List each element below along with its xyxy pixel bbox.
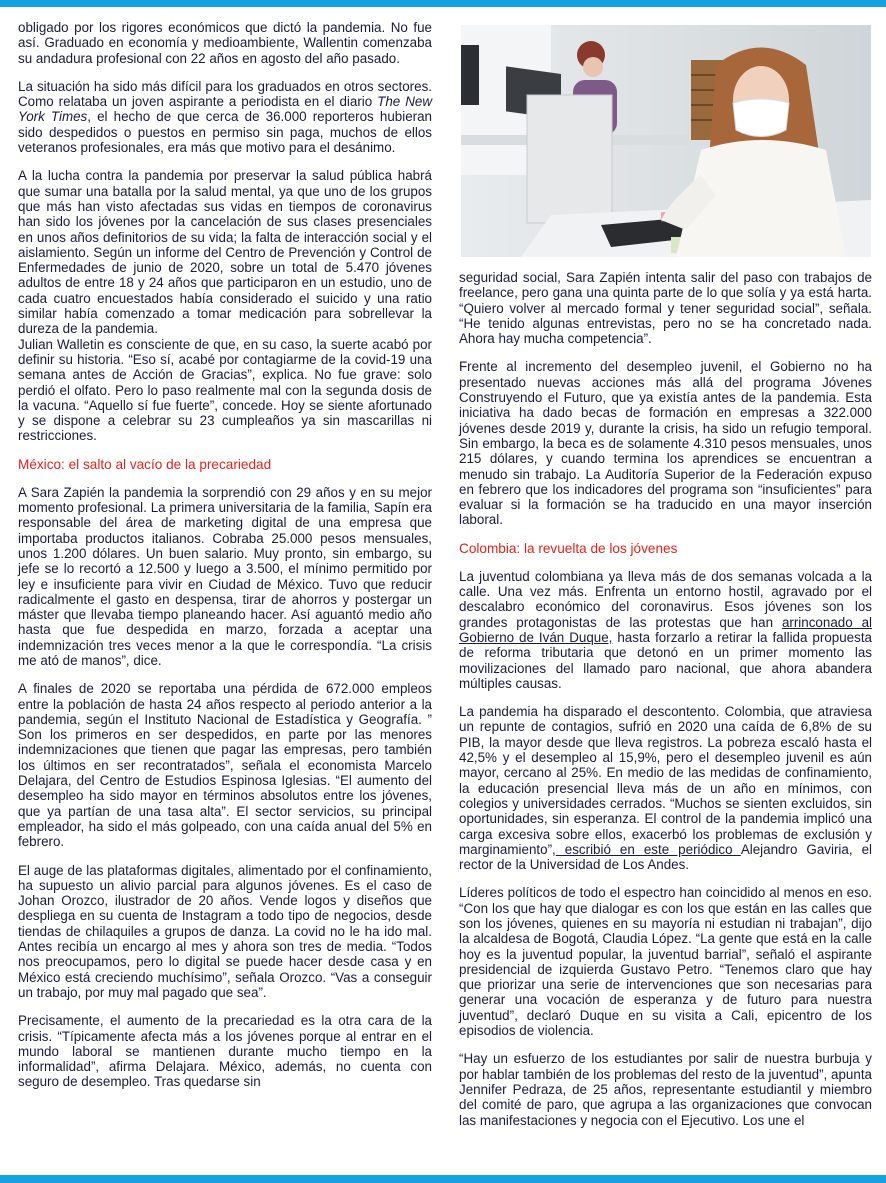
paragraph bbox=[459, 704, 872, 872]
text-run: La situación ha sido más difícil para los graduados en otros sectores. Como relataba un joven aspirante a periodista en el diario bbox=[18, 78, 432, 110]
right-column bbox=[459, 270, 872, 1141]
bottom-accent-bar bbox=[0, 1175, 886, 1183]
paragraph: Líderes políticos de todo el espectro han coincidido al menos en eso. “Con los que hay que dialogar es con los que están en las calles que son los jóvenes, quienes en su mayoría ni estudian ni trabajan”, dijo la alcaldesa de Bogotá, Claudia López. “La gente que está en la calle hoy es la juventud popular, la juventud barrial”, señaló el aspirante presidencial de izquierda Gustavo Petro. “Tenemos claro que hay que priorizar una serie de intervenciones que son necesarias para generar una vocación de esperanza y de futuro para nuestra juventud”, declaró Duque en su visita a Cali, epicentro de los episodios de violencia. bbox=[459, 885, 872, 1039]
article-photo bbox=[461, 25, 871, 257]
text-run: , el hecho de que cerca de 36.000 reporteros hubieran sido despedidos o puestos en permiso sin paga, muchos de ellos veteranos profesionales, era más que motivo para el desánimo. bbox=[18, 109, 432, 156]
top-accent-bar bbox=[0, 0, 886, 7]
text-run: Alejandro Gaviria, el rector de la Universidad de Los Andes. bbox=[459, 841, 872, 873]
paragraph: obligado por los rigores económicos que dictó la pandemia. No fue así. Graduado en economía y medioambiente, Wallentin comenzaba su andadura profesional con 22 años en agosto del año pasado. bbox=[18, 20, 432, 66]
paragraph: Frente al incremento del desempleo juvenil, el Gobierno no ha presentado nuevas acciones más allá del programa Jóvenes Construyendo el Futuro, que ya existía antes de la pandemia. Esta iniciativa ha dado becas de formación en empresas a 322.000 jóvenes desde 2019 y, durante la crisis, ha sido un refugio temporal. Sin embargo, la beca es de solamente 4.310 pesos mensuales, unos 215 dólares, y cuando termina los aprendices se encuentran a menudo sin trabajo. La Auditoría Superior de la Federación expuso en febrero que los indicadores del programa son “insuficientes” para evaluar si la formación se ha traducido en una mayor inserción laboral. bbox=[459, 359, 872, 528]
office-workers-image bbox=[461, 25, 871, 257]
paragraph bbox=[18, 79, 432, 155]
paragraph: El auge de las plataformas digitales, alimentado por el confinamiento, ha supuesto un alivio parcial para algunos jóvenes. Es el caso de Johan Orozco, ilustrador de 20 años. Vende logos y diseños que despliega en su cuenta de Instagram a todo tipo de negocios, desde tiendas de chilaquiles a grupos de danza. La covid no le ha ido mal. Antes recibía un encargo al mes y ahora son tres de media. “Todos nos preocupamos, pero lo digital se puede hacer desde casa y en México está creciendo muchísimo”, señala Orozco. “Vas a conseguir un trabajo, por muy mal pagado que sea”. bbox=[18, 862, 432, 1000]
text-run: La pandemia ha disparado el descontento. Colombia, que atraviesa un repunte de contagios, sufrió en 2020 una caída de 6,8% de su PIB, la mayor desde que lleva registros. La pobreza escaló hasta el 42,5% y el desempleo al 15,9%, pero el desempleo juvenil es aún mayor, cercano al 25%. En medio de las medidas de confinamiento, la educación presencial lleva más de un año en mínimos, con colegios y universidades cerrados. “Muchos se sienten excluidos, sin oportunidades, sin esperanza. El control de la pandemia implicó una carga excesiva sobre ellos, exacerbó los problemas de exclusión y marginamiento”, bbox=[459, 704, 872, 857]
paragraph: A finales de 2020 se reportaba una pérdida de 672.000 empleos entre la población de hasta 24 años respecto al periodo anterior a la pandemia, según el Instituto Nacional de Estadística y Geografía. ” Son los primeros en ser despedidos, en parte por las menores indemnizaciones que tienen que pagar las empresas, pero también los últimos en ser recontratados”, señala el economista Marcelo Delajara, del Centro de Estudios Espinosa Iglesias. “El aumento del desempleo ha sido mayor en términos absolutos entre los jóvenes, que ya partían de una tasa alta”. El sector servicios, su principal empleador, ha sido el más golpeado, con una caída anual del 5% en febrero. bbox=[18, 681, 432, 850]
paragraph: A Sara Zapién la pandemia la sorprendió con 29 años y en su mejor momento profesional. La primera universitaria de la familia, Sapín era responsable del área de marketing digital de una empresa que importaba productos italianos. Cobraba 25.000 pesos mensuales, unos 1.200 dólares. Un buen salario. Muy pronto, sin embargo, su jefe se lo recortó a 12.500 y luego a 3.500, el mínimo permitido por ley e insuficiente para vivir en Ciudad de México. Tuvo que reducir radicalmente el gasto en despensa, tirar de ahorros y postergar un máster que llevaba tiempo planeando hacer. Así aguantó medio año hasta que fue despedida en marzo, forzada a aceptar una indemnización tres veces menor a la que le correspondía. “La crisis me ató de manos”, dice. bbox=[18, 484, 432, 668]
paragraph bbox=[459, 569, 872, 691]
paragraph: “Hay un esfuerzo de los estudiantes por salir de nuestra burbuja y por hablar también de los problemas del resto de la juventud”, apunta Jennifer Pedraza, de 25 años, representante estudiantil y miembro del comité de paro, que agrupa a las organizaciones que convocan las manifestaciones y negocia con el Ejecutivo. Los une el bbox=[459, 1051, 872, 1128]
paragraph: Precisamente, el aumento de la precariedad es la otra cara de la crisis. “Típicamente afecta más a los jóvenes porque al entrar en el mundo laboral se mantienen durante mucho tiempo en la informalidad”, afirma Delajara. México, además, no cuenta con seguro de desempleo. Tras quedarse sin bbox=[18, 1013, 432, 1090]
article-link-periodico[interactable]: escribió en este periódico bbox=[555, 841, 741, 857]
paragraph: seguridad social, Sara Zapién intenta salir del paso con trabajos de freelance, pero gana una quinta parte de lo que solía y ya está harta. “Quiero volver al mercado formal y tener seguridad social”, señala. “He tenido algunas entrevistas, pero no se ha concretado nada. Ahora hay mucha competencia”. bbox=[459, 270, 872, 347]
newspaper-title: The New York Times bbox=[18, 94, 432, 125]
section-heading-mexico: México: el salto al vacío de la precariedad bbox=[18, 456, 272, 472]
text-run: hasta forzarlo a retirar la fallida propuesta de reforma tributaria que detonó en un primer momento las movilizaciones del llamado paro nacional, que ahora abandera múltiples causas. bbox=[459, 629, 872, 691]
paragraph: A la lucha contra la pandemia por preservar la salud pública habrá que sumar una batalla por la salud mental, ya que uno de los grupos que más han visto afectadas sus vidas en tiempos de coronavirus han sido los jóvenes por la cancelación de sus clases presenciales en unos años definitorios de su vida; la falta de interacción social y el aislamiento. Según un informe del Centro de Prevención y Control de Enfermedades de junio de 2020, sobre un total de 5.470 jóvenes adultos de entre 18 y 24 años que participaron en un estudio, uno de cada cuatro encuestados había considerado el suicido y una ratio similar había comenzado a tomar medicación para sobrellevar la dureza de la pandemia. bbox=[18, 168, 432, 337]
article-link-duque[interactable]: arrinconado al Gobierno de Iván Duque, bbox=[459, 614, 872, 645]
paragraph: Julian Walletin es consciente de que, en su caso, la suerte acabó por definir su historia. “Eso sí, acabé por contagiarme de la covid-19 una semana antes de Acción de Gracias”, explica. No fue grave: solo perdió el olfato. Pero lo paso realmente mal con la segunda dosis de la vacuna. “Aquello sí fue fuerte”, concede. Hoy se siente afortunado y se dispone a celebrar su 23 cumpleaños ya sin mascarillas ni restricciones. bbox=[18, 336, 432, 444]
section-heading-colombia: Colombia: la revuelta de los jóvenes bbox=[459, 540, 678, 556]
text-run: La juventud colombiana ya lleva más de dos semanas volcada a la calle. Una vez más. Enfrenta un entorno hostil, agravado por el descalabro económico del coronavirus. Esos jóvenes son los grandes protagonistas de las protestas que han bbox=[459, 568, 872, 630]
left-column bbox=[18, 20, 432, 1103]
